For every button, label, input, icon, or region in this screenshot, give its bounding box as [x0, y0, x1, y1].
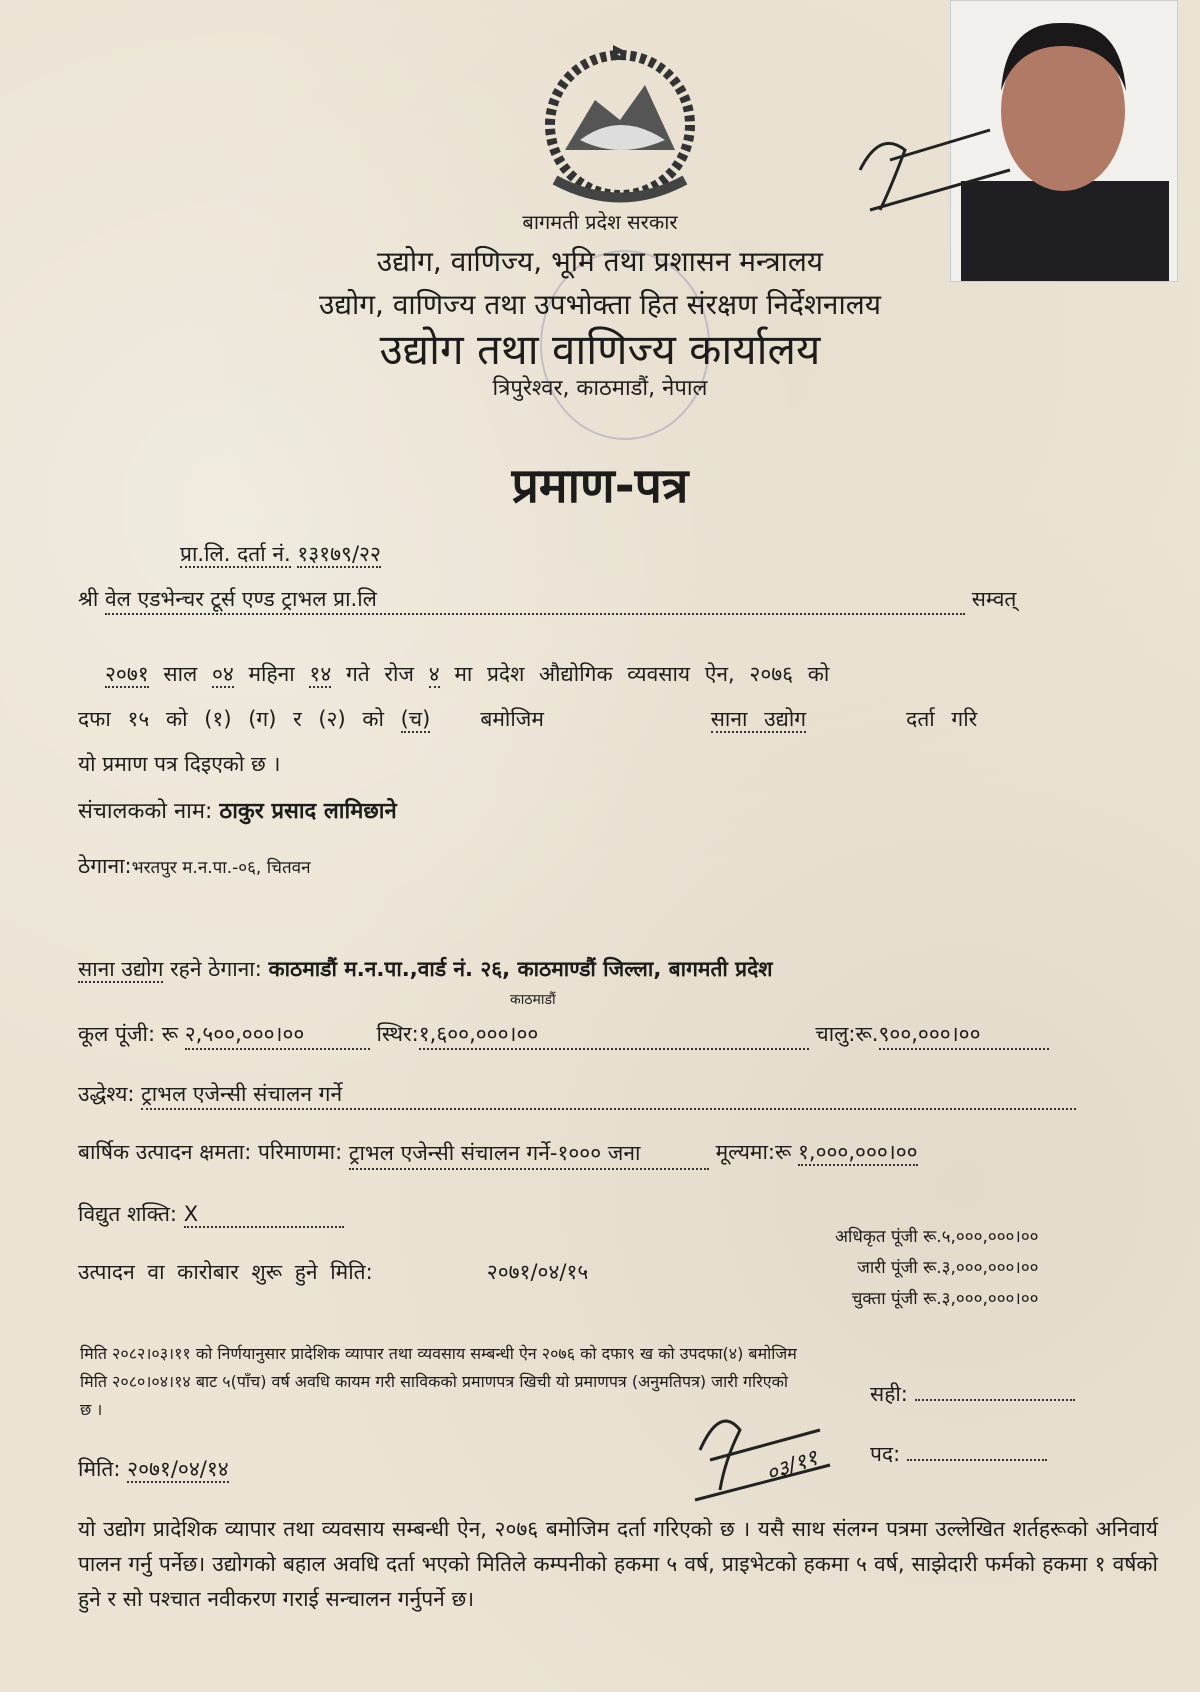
- industry-address-row: [78, 955, 773, 983]
- company-row: [78, 585, 1016, 615]
- purpose-value: ट्राभल एजेन्सी संचालन गर्ने: [141, 1080, 1076, 1110]
- year-label: साल: [163, 662, 198, 686]
- ministry-name: उद्योग, वाणिज्य, भूमि तथा प्रशासन मन्त्रालय: [376, 245, 824, 278]
- designation-field: [870, 1440, 1047, 1468]
- nepal-emblem-icon: [525, 40, 715, 210]
- clause-text: दफा १५ को (१) (ग) र (२) को: [78, 707, 384, 731]
- paid-up-capital: चुक्ता पूंजी रू.३,०००,०००।००: [851, 1289, 1039, 1309]
- industry-prefix: साना उद्योग: [78, 957, 164, 981]
- capacity-label: बार्षिक उत्पादन क्षमता: परिमाणमा:: [78, 1140, 343, 1164]
- total-capital-value: २,५००,०००।००: [185, 1020, 370, 1050]
- company-name: वेल एडभेन्चर टूर्स एण्ड ट्राभल प्रा.लि: [105, 585, 965, 615]
- issue-date-value: २०७१/०४/१४: [127, 1457, 229, 1481]
- current-capital-value: ९००,०००।००: [879, 1020, 1049, 1050]
- authorized-capital: अधिकृत पूंजी रू.५,०००,०००।००: [835, 1227, 1039, 1247]
- address-row: [78, 852, 311, 880]
- electricity-label: विद्युत शक्ति:: [78, 1202, 178, 1226]
- purpose-row: [78, 1080, 1076, 1110]
- proprietor-label: संचालकको नाम:: [78, 799, 213, 824]
- shri-label: श्री: [78, 587, 99, 611]
- start-date-label: उत्पादन वा कारोबार शुरू हुने मिति:: [78, 1260, 373, 1284]
- directorate-name: उद्योग, वाणिज्य तथा उपभोक्ता हित संरक्षण निर्देशनालय: [319, 288, 881, 321]
- government-name: बागमती प्रदेश सरकार: [522, 210, 678, 234]
- act-text: मा प्रदेश औद्योगिक व्यवसाय ऐन, २०७६ को: [454, 662, 830, 686]
- capacity-row: [78, 1138, 918, 1170]
- signature-label: सही:: [870, 1382, 908, 1406]
- electricity-row: [78, 1200, 344, 1228]
- weekday-value: ४: [428, 662, 440, 686]
- purpose-label: उद्धेश्य:: [78, 1082, 135, 1106]
- issue-date-label: मिति:: [78, 1457, 121, 1481]
- issue-date-row: [78, 1455, 229, 1483]
- capital-row: [78, 1020, 1049, 1050]
- registration-number: १३१७९/२२: [297, 542, 381, 566]
- renewal-notice: मिति २०८२।०३।११ को निर्णयानुसार प्रादेशिक व्यापार तथा व्यवसाय सम्बन्धी ऐन २०७६ को दफा९ ख को उपदफा(४) बमोजिम मिति २०८०।०४।१४ बाट ५(पाँच) वर्ष अवधि कायम गरी साविकको प्रमाणपत्र खिची यो प्रमाणपत्र (अनुमतिपत्र) जारी गरिएको छ ।: [80, 1344, 797, 1419]
- company-capital-block: [835, 1222, 1039, 1315]
- month-label: महिना: [248, 662, 295, 686]
- day-value: १४: [309, 662, 332, 686]
- designation-label: पद:: [870, 1442, 901, 1466]
- industry-address-value: काठमाडौं म.न.पा.,वार्ड नं. २६, काठमाण्डौं जिल्ला, बागमती प्रदेश: [268, 957, 773, 981]
- electricity-value: X: [184, 1202, 344, 1228]
- capacity-value: १,०००,०००।००: [798, 1140, 918, 1164]
- registration-number-row: [180, 540, 381, 568]
- capacity-value-label: मूल्यमा:रू: [715, 1140, 792, 1164]
- certificate-title: प्रमाण-पत्र: [511, 458, 689, 514]
- current-capital-label: चालु:रू.: [815, 1022, 879, 1046]
- samvat-label: सम्वत्: [971, 587, 1017, 611]
- clause-row: [78, 705, 977, 733]
- address-label: ठेगाना:: [78, 854, 132, 878]
- office-name: उद्योग तथा वाणिज्य कार्यालय: [379, 325, 821, 374]
- registration-label: प्रा.लि. दर्ता नं.: [180, 542, 291, 566]
- industry-address-sub: काठमाडौं: [510, 992, 556, 1008]
- clause-value: (च): [400, 707, 431, 731]
- address-value: भरतपुर म.न.पा.-०६, चितवन: [131, 858, 311, 878]
- industry-type: साना उद्योग: [710, 707, 807, 731]
- proprietor-row: [78, 795, 397, 825]
- issued-capital: जारी पूंजी रू.३,०००,०००।००: [857, 1258, 1039, 1278]
- registered-text: दर्ता गरि: [906, 707, 978, 731]
- month-value: ०४: [211, 662, 234, 686]
- start-date-value: २०७१/०४/१५: [486, 1260, 589, 1284]
- fixed-capital-value: १,६००,०००।००: [419, 1020, 809, 1050]
- handwritten-note: ०३/११: [762, 1445, 822, 1488]
- year-value: २०७१: [105, 662, 149, 686]
- office-location: त्रिपुरेश्वर, काठमाडौं, नेपाल: [492, 376, 708, 401]
- signature-field: [870, 1380, 1075, 1408]
- day-label: गते रोज: [345, 662, 415, 686]
- total-capital-label: कूल पूंजी: रू: [78, 1022, 179, 1046]
- footer-terms: यो उद्योग प्रादेशिक व्यापार तथा व्यवसाय सम्बन्धी ऐन, २०७६ बमोजिम दर्ता गरिएको छ । यसै साथ संलग्न पत्रमा उल्लेखित शर्तहरूको अनिवार्य पालन गर्नु पर्नेछ। उद्योगको बहाल अवधि दर्ता भएको मितिले कम्पनीको हकमा ५ वर्ष, प्राइभेटको हकमा ५ वर्ष, साझेदारी फर्मको हकमा १ वर्षको हुने र सो पश्चात नवीकरण गराई सन्चालन गर्नुपर्ने छ।: [78, 1517, 1158, 1611]
- fixed-capital-label: स्थिर:: [376, 1022, 419, 1046]
- capacity-quantity: ट्राभल एजेन्सी संचालन गर्ने-१००० जना: [349, 1138, 709, 1170]
- proprietor-name: ठाकुर प्रसाद लामिछाने: [219, 799, 397, 824]
- start-date-row: [78, 1258, 588, 1286]
- issued-text: यो प्रमाण पत्र दिइएको छ ।: [78, 752, 281, 776]
- date-row: [105, 660, 829, 688]
- according-label: बमोजिम: [480, 707, 544, 731]
- industry-address-label: रहने ठेगाना:: [170, 957, 262, 981]
